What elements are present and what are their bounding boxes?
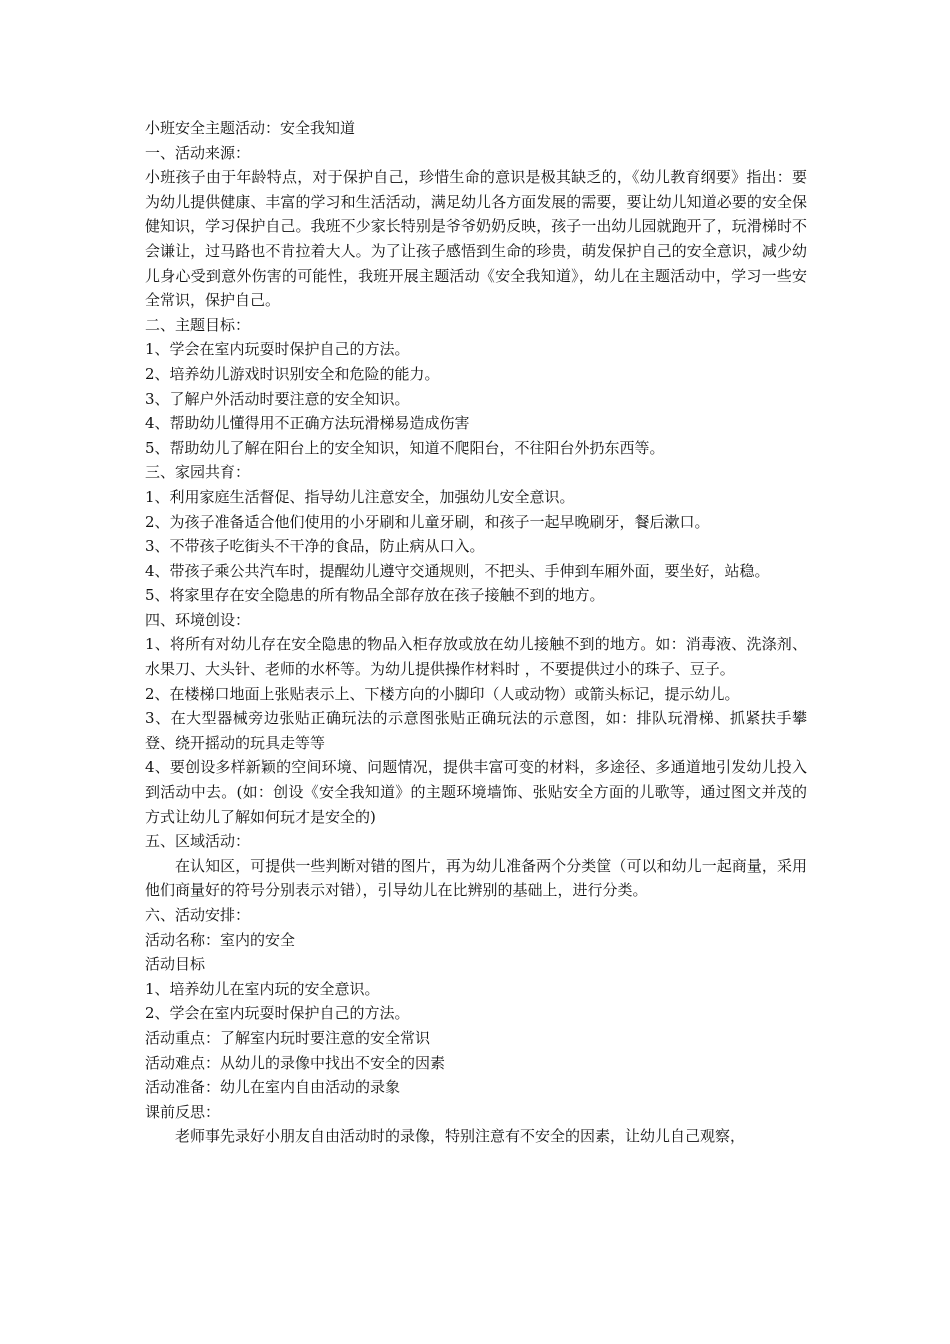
activity-goal-item: 1、培养幼儿在室内玩的安全意识。 [145,979,380,998]
section-heading-home: 三、家园共育： [145,463,251,482]
goal-item: 4、帮助幼儿懂得用不正确方法玩滑梯易造成伤害 [145,414,470,433]
environment-item: 4、要创设多样新颖的空间环境、问题情况，提供丰富可变的材料，多途径、多通道地引发幼儿投入到活动中去。(如：创设《安全我知道》的主题环境墙饰、张贴安全方面的儿歌等，通过图文并茂的方式让幼儿了解如何玩才是安全的) [145,758,807,826]
activity-preparation: 活动准备：幼儿在室内自由活动的录象 [145,1078,401,1097]
section-heading-area: 五、区域活动： [145,832,251,851]
environment-item: 1、将所有对幼儿存在安全隐患的物品入柜存放或放在幼儿接触不到的地方。如：消毒液、洗涤剂、水果刀、大头针、老师的水杯等。为幼儿提供操作材料时 ，不要提供过小的珠子、豆子。 [145,635,807,679]
goal-item: 1、学会在室内玩耍时保护自己的方法。 [145,340,410,359]
goal-item: 3、了解户外活动时要注意的安全知识。 [145,389,410,408]
environment-item: 3、在大型器械旁边张贴正确玩法的示意图张贴正确玩法的示意图，如：排队玩滑梯、抓紧扶手攀登、绕开摇动的玩具走等等 [145,709,807,752]
activity-goal-item: 2、学会在室内玩耍时保护自己的方法。 [145,1004,410,1023]
source-paragraph: 小班孩子由于年龄特点，对于保护自己，珍惜生命的意识是极其缺乏的，《幼儿教育纲要》指出：要为幼儿提供健康、丰富的学习和生活活动，满足幼儿各方面发展的需要，要让幼儿知道必要的安全保健知识，学习保护自己。我班不少家长特别是爷爷奶奶反映，孩子一出幼儿园就跑开了，玩滑梯时不会谦让，过马路也不肯拉着大人。为了让孩子感悟到生命的珍贵，萌发保护自己的安全意识，减少幼儿身心受到意外伤害的可能性，我班开展主题活动《安全我知道》，幼儿在主题活动中，学习一些安全常识，保护自己。 [145,168,807,310]
document-title: 小班安全主题活动：安全我知道 [145,119,356,137]
home-item: 4、带孩子乘公共汽车时，提醒幼儿遵守交通规则，不把头、手伸到车厢外面，要坐好，站稳。 [145,561,770,580]
goal-item: 2、培养幼儿游戏时识别安全和危险的能力。 [145,364,440,383]
document-page [145,116,807,1149]
section-heading-plan: 六、活动安排： [145,906,251,924]
section-heading-goals: 二、主题目标： [145,315,251,334]
environment-item: 2、在楼梯口地面上张贴表示上、下楼方向的小脚印（人或动物）或箭头标记，提示幼儿。 [145,684,740,703]
home-item: 3、不带孩子吃街头不干净的食品，防止病从口入。 [145,537,485,556]
reflection-heading: 课前反思： [145,1102,221,1121]
goal-item: 5、帮助幼儿了解在阳台上的安全知识，知道不爬阳台，不往阳台外扔东西等。 [145,438,665,457]
area-paragraph: 在认知区，可提供一些判断对错的图片，再为幼儿准备两个分类筐（可以和幼儿一起商量，采用他们商量好的符号分别表示对错），引导幼儿在比辨别的基础上，进行分类。 [145,856,807,900]
reflection-paragraph: 老师事先录好小朋友自由活动时的录像，特别注意有不安全的因素，让幼儿自己观察， [175,1127,746,1146]
section-heading-source: 一、活动来源： [145,143,251,162]
home-item: 1、利用家庭生活督促、指导幼儿注意安全，加强幼儿安全意识。 [145,487,575,506]
activity-key-point: 活动重点：了解室内玩时要注意的安全常识 [145,1028,431,1047]
home-item: 5、将家里存在安全隐患的所有物品全部存放在孩子接触不到的地方。 [145,586,605,605]
activity-difficulty: 活动难点：从幼儿的录像中找出不安全的因素 [145,1053,446,1072]
section-heading-environment: 四、环境创设： [145,610,251,629]
activity-name: 活动名称：室内的安全 [145,930,296,949]
activity-goal-heading: 活动目标 [145,955,206,974]
home-item: 2、为孩子准备适合他们使用的小牙刷和儿童牙刷，和孩子一起早晚刷牙，餐后漱口。 [145,512,710,531]
